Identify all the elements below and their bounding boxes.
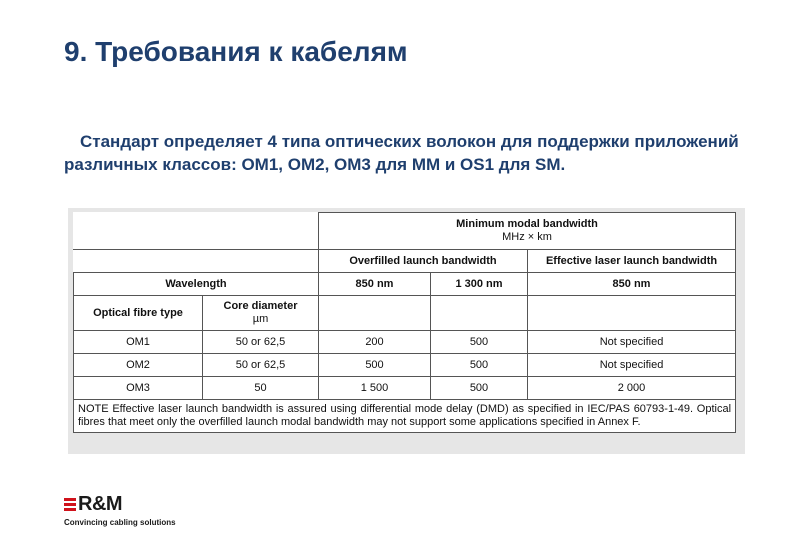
ofl-850-cell: 1 500 <box>319 377 431 400</box>
empty-cell <box>74 213 319 250</box>
intro-paragraph: Стандарт определяет 4 типа оптических волокон для поддержки приложений различных классов: OM1, OM2, OM3 для MM и OS1 для SM. <box>64 132 739 174</box>
table-row <box>74 400 736 433</box>
empty-cell <box>319 296 431 331</box>
table-row <box>74 354 736 377</box>
logo-mark <box>64 493 176 516</box>
wavelength-850-eff: 850 nm <box>528 273 736 296</box>
spec-table-panel <box>68 208 745 454</box>
core-diameter-header <box>203 296 319 331</box>
table-row <box>74 331 736 354</box>
core-cell: 50 <box>203 377 319 400</box>
ofl-1300-cell: 500 <box>431 354 528 377</box>
ofl-1300-cell: 500 <box>431 331 528 354</box>
core-cell: 50 or 62,5 <box>203 354 319 377</box>
ofl-1300-cell: 500 <box>431 377 528 400</box>
core-cell: 50 or 62,5 <box>203 331 319 354</box>
table-row <box>74 377 736 400</box>
core-diameter-unit: µm <box>252 313 269 325</box>
fibre-type-cell: OM2 <box>74 354 203 377</box>
eff-850-cell: 2 000 <box>528 377 736 400</box>
wavelength-1300-ofl: 1 300 nm <box>431 273 528 296</box>
table-note: NOTE Effective laser launch bandwidth is assured using differential mode delay (DMD) as specified in IEC/PAS 60793-1-49. Optical fibres that meet only the overfilled launch modal bandwidth may not support some applications specified in Annex F. <box>74 400 736 433</box>
min-bandwidth-label: Minimum modal bandwidth <box>456 218 598 230</box>
effective-laser-header: Effective laser launch bandwidth <box>528 250 736 273</box>
wavelength-850-ofl: 850 nm <box>319 273 431 296</box>
logo-name: R&M <box>78 493 123 515</box>
empty-cell <box>74 250 319 273</box>
fibre-type-header: Optical fibre type <box>74 296 203 331</box>
empty-cell <box>528 296 736 331</box>
page-title: 9. Требования к кабелям <box>64 36 408 67</box>
bandwidth-table <box>73 212 736 433</box>
ofl-850-cell: 500 <box>319 354 431 377</box>
table-row <box>74 273 736 296</box>
overfilled-header: Overfilled launch bandwidth <box>319 250 528 273</box>
min-bandwidth-unit: MHz × km <box>502 231 552 243</box>
fibre-type-cell: OM3 <box>74 377 203 400</box>
eff-850-cell: Not specified <box>528 331 736 354</box>
ofl-850-cell: 200 <box>319 331 431 354</box>
table-row <box>74 296 736 331</box>
fibre-type-cell: OM1 <box>74 331 203 354</box>
wavelength-header: Wavelength <box>74 273 319 296</box>
min-bandwidth-header <box>319 213 736 250</box>
eff-850-cell: Not specified <box>528 354 736 377</box>
logo-tagline: Convincing cabling solutions <box>64 518 176 527</box>
table-row <box>74 213 736 250</box>
company-logo <box>64 493 176 527</box>
logo-stripes-icon <box>64 498 76 511</box>
table-row <box>74 250 736 273</box>
empty-cell <box>431 296 528 331</box>
core-diameter-label: Core diameter <box>223 300 298 312</box>
